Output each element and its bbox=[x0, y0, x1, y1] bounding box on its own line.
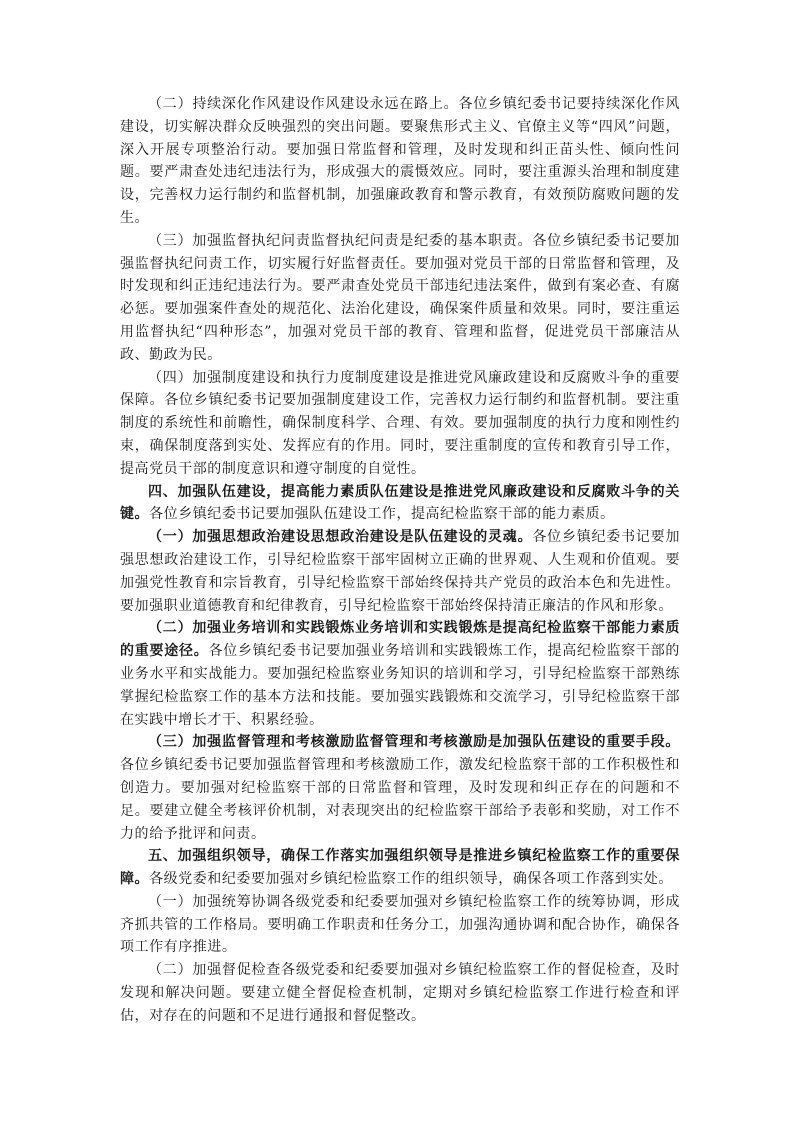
paragraph-text: 各级党委和纪委要加强对乡镇纪检监察工作的组织领导，确保各项工作落到实处。 bbox=[149, 871, 673, 888]
paragraph-section-4-team-building bbox=[120, 481, 680, 527]
paragraph-text: （一）加强统筹协调各级党委和纪委要加强对乡镇纪检监察工作的统筹协调，形成齐抓共管的工作格局。要明确工作职责和任务分工，加强沟通协调和配合协作，确保各项工作有序推进。 bbox=[120, 893, 680, 956]
paragraph-4-2-training bbox=[120, 617, 680, 731]
paragraph-text: 各位乡镇纪委书记要加强队伍建设工作，提高纪检监察干部的能力素质。 bbox=[149, 506, 615, 523]
paragraph-5-1-coordination bbox=[120, 891, 680, 959]
paragraph-text: 各位乡镇纪委书记要加强业务培训和实践锻炼工作，提高纪检监察干部的业务水平和实战能力。要加强纪检监察业务知识的培训和学习，引导纪检监察干部熟练掌握纪检监察工作的基本方法和技能。要加强实践锻炼和交流学习，引导纪检监察干部在实践中增长才干、积累经验。 bbox=[120, 643, 680, 728]
document-page bbox=[120, 93, 680, 1028]
paragraph-2-3-supervision bbox=[120, 230, 680, 367]
paragraph-text: 各位乡镇纪委书记要加强监督管理和考核激励工作，激发纪检监察干部的工作积极性和创造力。要加强对纪检监察干部的日常监督和管理，及时发现和纠正存在的问题和不足。要建立健全考核评价机制，对表现突出的纪检监察干部给予表彰和奖励，对工作不力的给予批评和问责。 bbox=[120, 757, 680, 842]
paragraph-4-1-ideology bbox=[120, 526, 680, 617]
paragraph-2-4-institutions bbox=[120, 367, 680, 481]
paragraph-heading: 五、加强组织领导，确保工作落实加强组织领导是推进乡镇纪检监察工作的重要保障。 bbox=[120, 848, 680, 888]
paragraph-heading: （一）加强思想政治建设思想政治建设是队伍建设的灵魂。 bbox=[148, 529, 533, 546]
paragraph-heading: （二）加强业务培训和实践锻炼业务培训和实践锻炼是提高纪检监察干部能力素质的重要途径。 bbox=[120, 620, 680, 660]
paragraph-text: （四）加强制度建设和执行力度制度建设是推进党风廉政建设和反腐败斗争的重要保障。各位乡镇纪委书记要加强制度建设工作，完善权力运行制约和监督机制。要注重制度的系统性和前瞻性，确保制度科学、合理、有效。要加强制度的执行力度和刚性约束，确保制度落到实处、发挥应有的作用。同时，要注重制度的宣传和教育引导工作，提高党员干部的制度意识和遵守制度的自觉性。 bbox=[120, 369, 680, 477]
paragraph-text: （二）加强督促检查各级党委和纪委要加强对乡镇纪检监察工作的督促检查，及时发现和解决问题。要建立健全督促检查机制，定期对乡镇纪检监察工作进行检查和评估，对存在的问题和不足进行通报和督促整改。 bbox=[120, 962, 680, 1024]
paragraph-section-5-leadership bbox=[120, 845, 680, 891]
paragraph-heading: 四、加强队伍建设，提高能力素质队伍建设是推进党风廉政建设和反腐败斗争的关键。 bbox=[120, 483, 680, 523]
paragraph-text: 各位乡镇纪委书记要加强思想政治建设工作，引导纪检监察干部牢固树立正确的世界观、人生观和价值观。要加强党性教育和宗旨教育，引导纪检监察干部始终保持共产党员的政治本色和先进性。要加强职业道德教育和纪律教育，引导纪检监察干部始终保持清正廉洁的作风和形象。 bbox=[120, 529, 680, 614]
paragraph-5-2-inspection bbox=[120, 959, 680, 1027]
paragraph-text: （二）持续深化作风建设作风建设永远在路上。各位乡镇纪委书记要持续深化作风建设，切实解决群众反映强烈的突出问题。要聚焦形式主义、官僚主义等“四风”问题，深入开展专项整治行动。要加强日常监督和管理，及时发现和纠正苗头性、倾向性问题。要严肃查处违纪违法行为，形成强大的震慑效应。同时，要注重源头治理和制度建设，完善权力运行制约和监督机制，加强廉政教育和警示教育，有效预防腐败问题的发生。 bbox=[120, 96, 680, 226]
paragraph-4-3-management bbox=[120, 731, 680, 845]
paragraph-2-1-work-style bbox=[120, 93, 680, 230]
paragraph-heading: （三）加强监督管理和考核激励监督管理和考核激励是加强队伍建设的重要手段。 bbox=[148, 734, 680, 751]
paragraph-text: （三）加强监督执纪问责监督执纪问责是纪委的基本职责。各位乡镇纪委书记要加强监督执纪问责工作，切实履行好监督责任。要加强对党员干部的日常监督和管理，及时发现和纠正违纪违法行为。要严肃查处党员干部违纪违法案件，做到有案必查、有腐必惩。要加强案件查处的规范化、法治化建设，确保案件质量和效果。同时，要注重运用监督执纪“四种形态”，加强对党员干部的教育、管理和监督，促进党员干部廉洁从政、勤政为民。 bbox=[120, 232, 680, 363]
